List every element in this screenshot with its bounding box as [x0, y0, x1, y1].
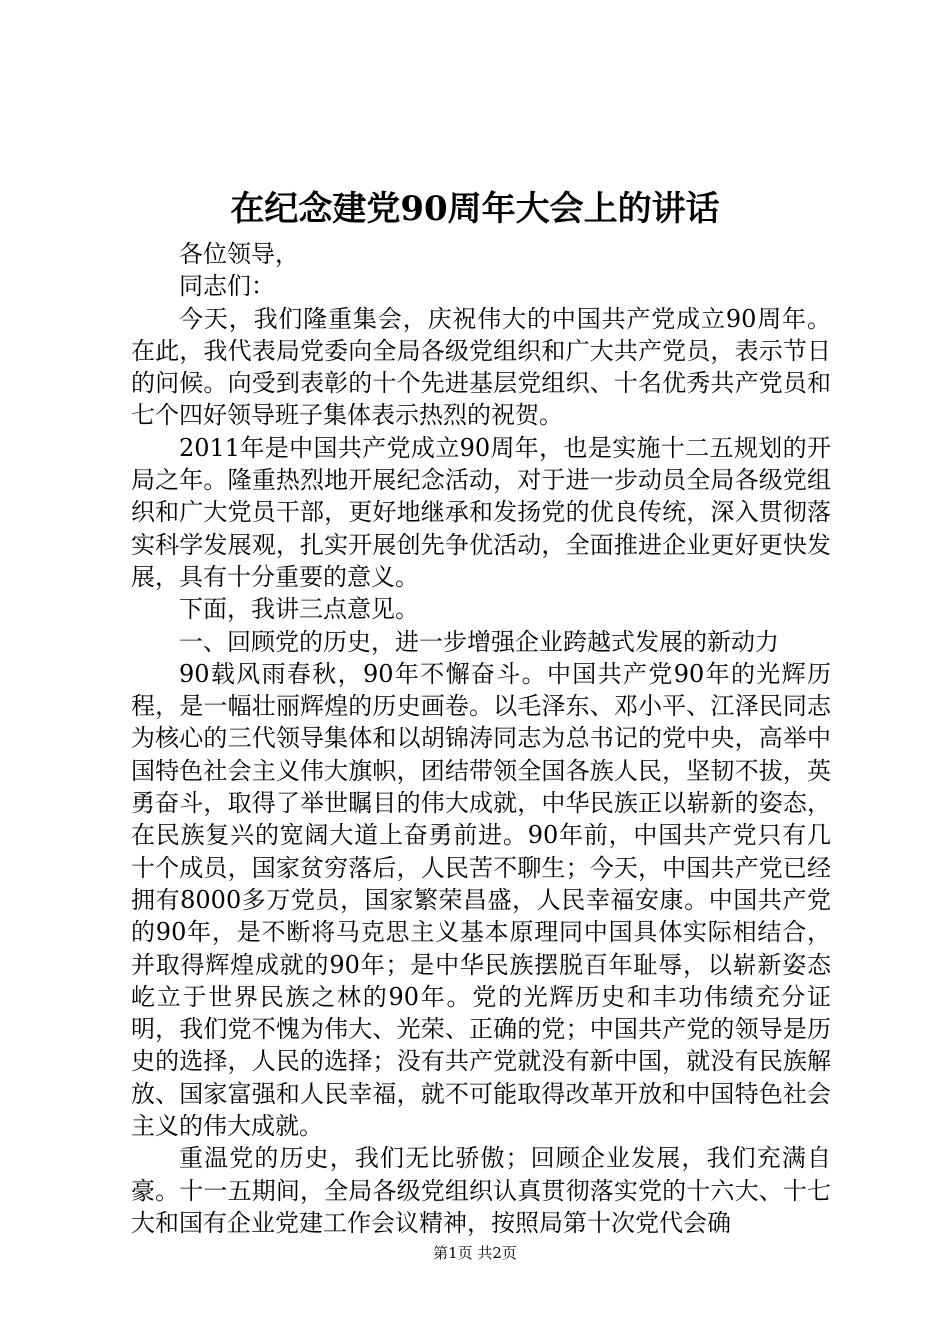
- paragraph: 2011年是中国共产党成立90周年，也是实施十二五规划的开局之年。隆重热烈地开展纪念活动，对于进一步动员全局各级党组织和广大党员干部，更好地继承和发扬党的优良传统，深入贯彻落实科学发展观，扎实开展创先争优活动，全面推进企业更好更快发展，具有十分重要的意义。: [131, 433, 831, 591]
- salutation-leaders: 各位领导，: [179, 240, 299, 268]
- paragraph: 下面，我讲三点意见。: [179, 595, 419, 624]
- paragraph: 重温党的历史，我们无比骄傲；回顾企业发展，我们充满自豪。十一五期间，全局各级党组织认真贯彻落实党的十六大、十七大和国有企业党建工作会议精神，按照局第十次党代会确: [131, 1144, 831, 1237]
- salutation-comrades: 同志们：: [179, 272, 275, 301]
- paragraph: 今天，我们隆重集会，庆祝伟大的中国共产党成立90周年。在此，我代表局党委向全局各级党组织和广大共产党员，表示节日的问候。向受到表彰的十个先进基层党组织、十名优秀共产党员和七个四好领导班子集体表示热烈的祝贺。: [131, 304, 831, 430]
- paragraph: 90载风雨春秋，90年不懈奋斗。中国共产党90年的光辉历程，是一幅壮丽辉煌的历史画卷。以毛泽东、邓小平、江泽民同志为核心的三代领导集体和以胡锦涛同志为总书记的党中央，高举中国特色社会主义伟大旗帜，团结带领全国各族人民，坚韧不拔，英勇奋斗，取得了举世瞩目的伟大成就，中华民族正以崭新的姿态，在民族复兴的宽阔大道上奋勇前进。90年前，中国共产党只有几十个成员，国家贫穷落后，人民苦不聊生；今天，中国共产党已经拥有8000多万党员，国家繁荣昌盛，人民幸福安康。中国共产党的90年，是不断将马克思主义基本原理同中国具体实际相结合，并取得辉煌成就的90年；是中华民族摆脱百年耻辱，以崭新姿态屹立于世界民族之林的90年。党的光辉历史和丰功伟绩充分证明，我们党不愧为伟大、光荣、正确的党；中国共产党的领导是历史的选择，人民的选择；没有共产党就没有新中国，就没有民族解放、国家富强和人民幸福，就不可能取得改革开放和中国特色社会主义的伟大成就。: [131, 659, 831, 1141]
- document-body: [131, 238, 831, 1239]
- page-number: 第1页 共2页: [433, 1244, 517, 1262]
- document-title: 在纪念建党90周年大会上的讲话: [230, 189, 720, 229]
- section-heading: 一、回顾党的历史，进一步增强企业跨越式发展的新动力: [179, 627, 779, 656]
